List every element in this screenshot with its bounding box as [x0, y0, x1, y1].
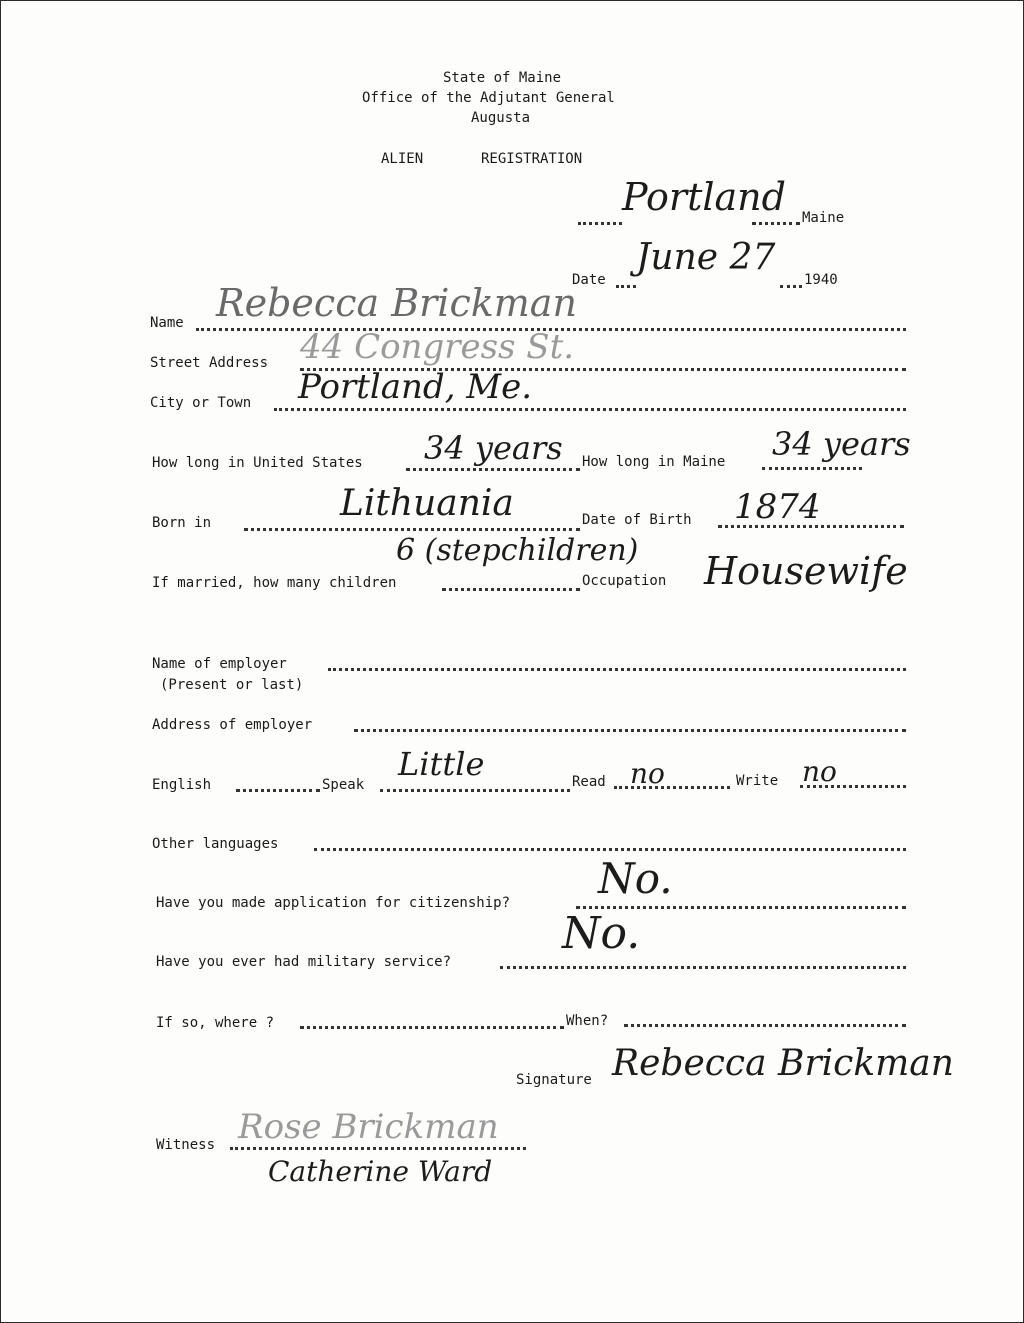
header-city: Augusta — [471, 110, 531, 126]
maine-value: 34 years — [772, 425, 911, 463]
citizenship-label: Have you made application for citizenship? — [156, 895, 511, 911]
street-label: Street Address — [150, 355, 269, 371]
speak-value: Little — [398, 745, 485, 783]
born-leader — [244, 528, 580, 531]
speak-leader — [380, 789, 570, 792]
us-leader — [406, 468, 580, 471]
employer-label: Name of employer — [152, 656, 287, 672]
speak-label: Speak — [322, 777, 365, 793]
english-label: English — [152, 777, 212, 793]
city-leader — [274, 408, 906, 411]
name-value: Rebecca Brickman — [216, 281, 577, 325]
military-leader — [500, 966, 906, 969]
header-state: State of Maine — [443, 70, 562, 86]
place-suffix: Maine — [802, 210, 845, 226]
born-value: Lithuania — [340, 483, 514, 524]
us-label: How long in United States — [152, 455, 363, 471]
witness-leader — [230, 1147, 526, 1150]
date-value: June 27 — [636, 237, 776, 278]
occupation-label: Occupation — [582, 573, 667, 589]
witness-value-1: Rose Brickman — [238, 1107, 499, 1147]
english-leader — [236, 789, 320, 792]
employer-leader — [328, 668, 906, 671]
occupation-value: Housewife — [704, 549, 908, 593]
date-year: 1940 — [804, 272, 838, 288]
street-value: 44 Congress St. — [300, 327, 575, 367]
when-leader — [624, 1024, 906, 1027]
city-value: Portland, Me. — [298, 367, 533, 407]
employer-address-leader — [354, 729, 906, 732]
write-value: no — [802, 755, 837, 788]
citizenship-value: No. — [598, 854, 673, 903]
where-leader — [300, 1026, 564, 1029]
place-leader — [578, 222, 622, 225]
where-label: If so, where ? — [156, 1015, 275, 1031]
us-value: 34 years — [424, 429, 563, 467]
city-label: City or Town — [150, 395, 252, 411]
date-leader — [616, 285, 636, 288]
date-trail — [780, 285, 802, 288]
title-registration: REGISTRATION — [481, 151, 583, 167]
children-value: 6 (stepchildren) — [396, 533, 639, 568]
other-lang-label: Other languages — [152, 836, 279, 852]
place-value: Portland — [622, 175, 786, 219]
signature-value: Rebecca Brickman — [612, 1043, 954, 1084]
witness-value-2: Catherine Ward — [268, 1155, 493, 1188]
other-lang-leader — [314, 848, 906, 851]
header-office: Office of the Adjutant General — [362, 90, 615, 106]
write-label: Write — [736, 773, 779, 789]
witness-label: Witness — [156, 1137, 216, 1153]
place-trail — [752, 222, 800, 225]
name-label: Name — [150, 315, 184, 331]
maine-label: How long in Maine — [582, 454, 726, 470]
maine-leader — [762, 467, 862, 470]
read-label: Read — [572, 774, 606, 790]
employer-sub: (Present or last) — [160, 677, 304, 693]
children-leader — [442, 588, 580, 591]
signature-label: Signature — [516, 1072, 592, 1088]
dob-value: 1874 — [734, 487, 821, 527]
military-value: No. — [562, 908, 641, 959]
read-value: no — [630, 757, 665, 790]
when-label: When? — [566, 1013, 609, 1029]
military-label: Have you ever had military service? — [156, 954, 452, 970]
born-label: Born in — [152, 515, 212, 531]
children-label: If married, how many children — [152, 575, 397, 591]
dob-label: Date of Birth — [582, 512, 692, 528]
employer-address-label: Address of employer — [152, 717, 313, 733]
title-alien: ALIEN — [381, 151, 424, 167]
date-label: Date — [572, 272, 606, 288]
